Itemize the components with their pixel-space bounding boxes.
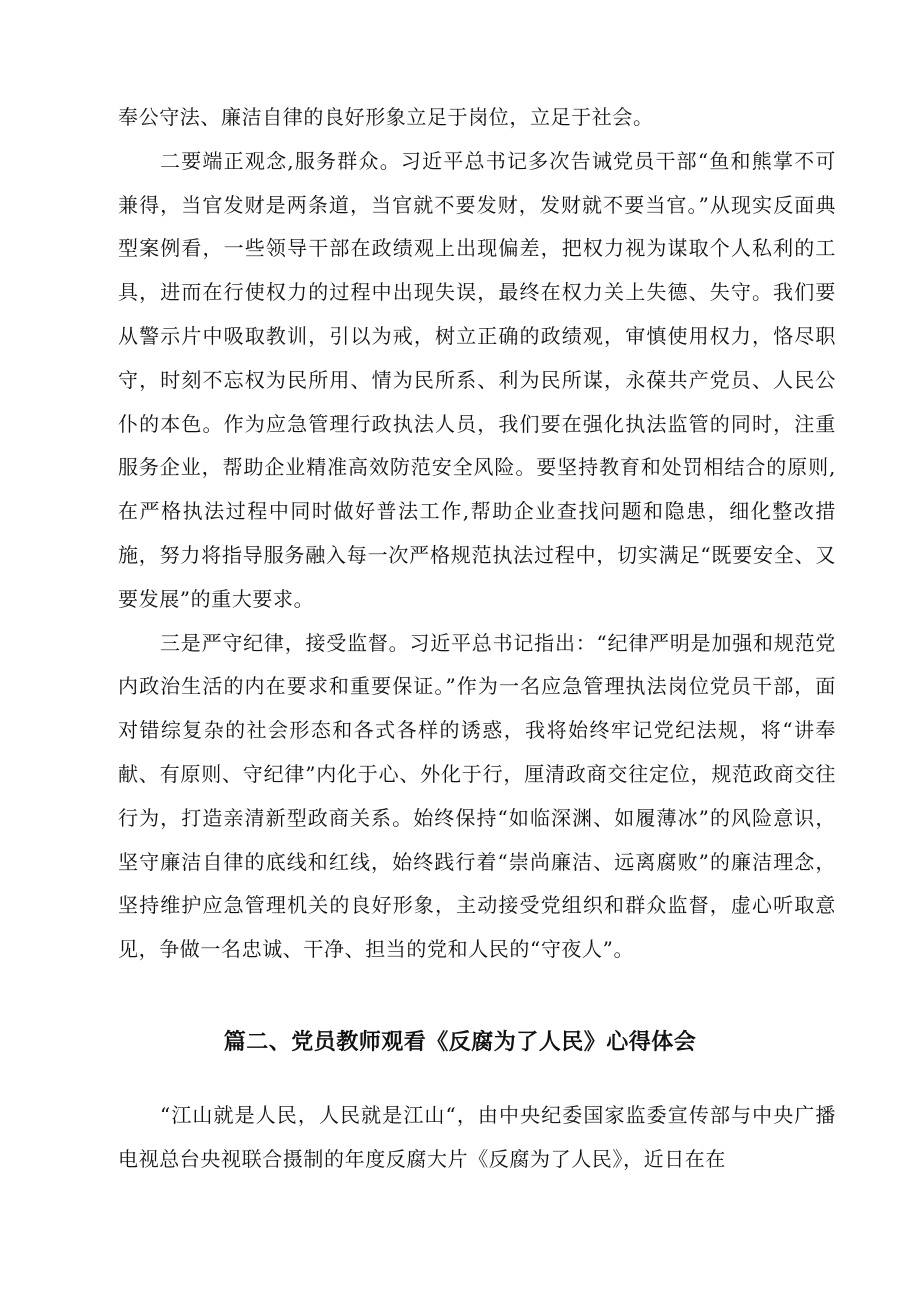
body-text-section-1 <box>118 96 836 972</box>
body-text-section-2 <box>118 1094 836 1182</box>
paragraph-discipline: 三是严守纪律，接受监督。习近平总书记指出：“纪律严明是加强和规范党内政治生活的内在要求和重要保证。”作为一名应急管理执法岗位党员干部，面对错综复杂的社会形态和各式各样的诱惑，我将始终牢记党纪法规，将“讲奉献、有原则、守纪律”内化于心、外化于行，厘清政商交往定位，规范政商交往行为，打造亲清新型政商关系。始终保持“如临深渊、如履薄冰”的风险意识，坚守廉洁自律的底线和红线，始终践行着“崇尚廉洁、远离腐败”的廉洁理念，坚持维护应急管理机关的良好形象，主动接受党组织和群众监督，虚心听取意见，争做一名忠诚、干净、担当的党和人民的“守夜人”。 <box>118 630 836 962</box>
section-heading: 篇二、党员教师观看《反腐为了人民》心得体会 <box>223 1030 697 1056</box>
paragraph-section-2-intro: “江山就是人民，人民就是江山“，由中央纪委国家监委宣传部与中央广播电视总台央视联合摄制的年度反腐大片《反腐为了人民》，近日在在 <box>118 1103 836 1171</box>
paragraph-serve-masses: 二要端正观念,服务群众。习近平总书记多次告诫党员干部“鱼和熊掌不可兼得，当官发财是两条道，当官就不要发财，发财就不要当官。”从现实反面典型案例看，一些领导干部在政绩观上出现偏差，把权力视为谋取个人私利的工具，进而在行使权力的过程中出现失误，最终在权力关上失德、失守。我们要从警示片中吸取教训，引以为戒，树立正确的政绩观，审慎使用权力，恪尽职守，时刻不忘权为民所用、情为民所系、利为民所谋，永葆共产党员、人民公仆的本色。作为应急管理行政执法人员，我们要在强化执法监管的同时，注重服务企业，帮助企业精准高效防范安全风险。要坚持教育和处罚相结合的原则,在严格执法过程中同时做好普法工作,帮助企业查找问题和隐患，细化整改措施，努力将指导服务融入每一次严格规范执法过程中，切实满足“既要安全、又要发展”的重大要求。 <box>118 148 836 611</box>
paragraph-continuation: 奉公守法、廉洁自律的良好形象立足于岗位，立足于社会。 <box>118 105 654 129</box>
